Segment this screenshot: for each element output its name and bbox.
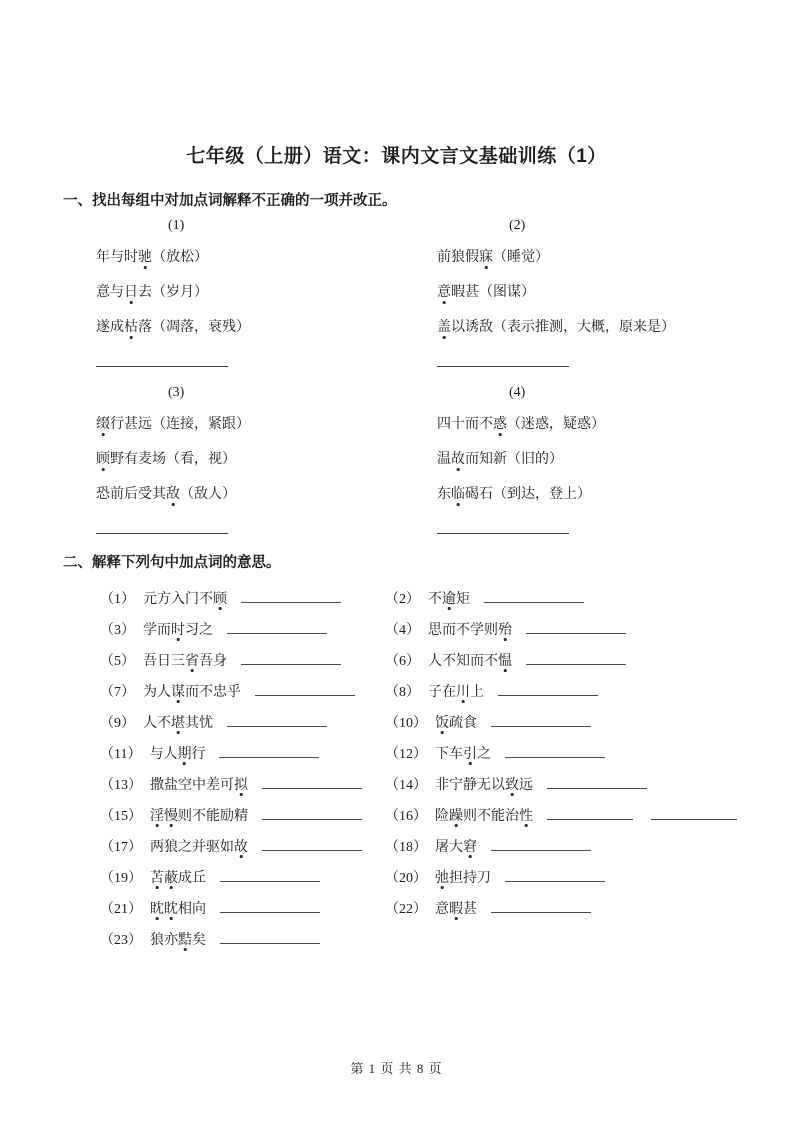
item-text: 吾日三省吾身: [143, 653, 227, 669]
answer-blank: [96, 352, 228, 367]
word-group-3: [96, 385, 437, 534]
group-line: 恐前后受其敌（敌人）: [96, 487, 236, 502]
page-number: 第 1 页 共 8 页: [350, 1061, 443, 1076]
exercise-item-21: [100, 898, 385, 918]
answer-blank: [96, 519, 228, 534]
item-number: （9）: [100, 715, 135, 731]
group-label: (3): [168, 385, 185, 400]
item-text: 屠大窘: [435, 839, 477, 855]
exercise-item-18: [385, 836, 760, 856]
answer-blank: [255, 681, 355, 695]
item-number: （14）: [385, 777, 427, 793]
answer-blank: [651, 805, 737, 819]
exercise-item-20: [385, 867, 760, 887]
item-text: 元方入门不顾: [143, 591, 227, 607]
item-text: 险躁则不能治性: [435, 808, 533, 824]
item-text: 为人谋而不忠乎: [143, 684, 241, 700]
item-number: （5）: [100, 653, 135, 669]
exercise-item-13: [100, 774, 385, 794]
exercise-item-11: [100, 743, 385, 763]
answer-blank: [220, 898, 320, 912]
answer-blank: [491, 898, 591, 912]
answer-blank: [526, 619, 626, 633]
item-number: （18）: [385, 839, 427, 855]
exercise-item-1: [100, 588, 385, 608]
answer-blank: [241, 588, 341, 602]
word-group-2: [437, 218, 756, 367]
item-number: （8）: [385, 684, 420, 700]
group-line: 盖以诱敌（表示推测，大概，原来是）: [437, 320, 675, 335]
item-text: 弛担持刀: [435, 870, 491, 886]
item-number: （13）: [100, 777, 142, 793]
item-number: （17）: [100, 839, 142, 855]
answer-blank: [505, 743, 605, 757]
exercise-item-12: [385, 743, 760, 763]
exercise-item-15: [100, 805, 385, 825]
page-title: 七年级（上册）语文：课内文言文基础训练（1）: [186, 146, 607, 167]
answer-blank: [491, 712, 591, 726]
exercise-item-3: [100, 619, 385, 639]
group-line: 缀行甚远（连接，紧跟）: [96, 417, 250, 432]
item-number: （19）: [100, 870, 142, 886]
answer-blank: [491, 836, 591, 850]
answer-blank: [547, 805, 633, 819]
exercise-item-9: [100, 712, 385, 732]
group-label: (2): [509, 218, 526, 233]
item-number: （22）: [385, 901, 427, 917]
section2-items: [100, 582, 760, 954]
answer-blank: [547, 774, 647, 788]
group-line: 东临碣石（到达，登上）: [437, 487, 591, 502]
item-text: 不逾矩: [428, 591, 470, 607]
exercise-item-16: [385, 805, 760, 825]
group-line: 意暇甚（图谋）: [437, 285, 535, 300]
exercise-item-6: [385, 650, 760, 670]
exercise-item-17: [100, 836, 385, 856]
answer-blank: [220, 929, 320, 943]
item-text: 狼亦黠矣: [150, 932, 206, 948]
exercise-item-23: [100, 929, 385, 949]
group-line: 温故而知新（旧的）: [437, 452, 563, 467]
item-text: 学而时习之: [143, 622, 213, 638]
answer-blank: [262, 774, 362, 788]
item-number: （15）: [100, 808, 142, 824]
exercise-item-2: [385, 588, 760, 608]
exercise-item-10: [385, 712, 760, 732]
group-line: 遂成枯落（凋落，衰残）: [96, 320, 250, 335]
item-text: 人不知而不愠: [428, 653, 512, 669]
item-number: （10）: [385, 715, 427, 731]
exercise-item-19: [100, 867, 385, 887]
item-text: 淫慢则不能励精: [150, 808, 248, 824]
answer-blank: [241, 650, 341, 664]
exercise-item-7: [100, 681, 385, 701]
answer-blank: [437, 519, 569, 534]
word-group-4: [437, 385, 756, 534]
group-line: 四十而不惑（迷惑，疑惑）: [437, 417, 605, 432]
item-text: 与人期行: [149, 746, 206, 762]
item-number: （1）: [100, 591, 135, 607]
exercise-item-22: [385, 898, 760, 918]
item-text: 子在川上: [428, 684, 484, 700]
item-number: （6）: [385, 653, 420, 669]
item-text: 眈眈相向: [150, 901, 206, 917]
section1-heading: 一、找出每组中对加点词解释不正确的一项并改正。: [63, 193, 397, 209]
item-text: 苫蔽成丘: [150, 870, 206, 886]
answer-blank: [227, 619, 327, 633]
exercise-item-4: [385, 619, 760, 639]
answer-blank: [498, 681, 598, 695]
item-number: （4）: [385, 622, 420, 638]
exercise-item-5: [100, 650, 385, 670]
item-text: 人不堪其忧: [143, 715, 213, 731]
item-number: （2）: [385, 591, 420, 607]
answer-blank: [262, 836, 362, 850]
item-number: （11）: [100, 746, 142, 762]
item-text: 意暇甚: [435, 901, 477, 917]
item-number: （12）: [385, 746, 427, 762]
group-label: (1): [168, 218, 185, 233]
item-text: 两狼之并驱如故: [150, 839, 248, 855]
item-number: （21）: [100, 901, 142, 917]
exercise-item-8: [385, 681, 760, 701]
section1-groups: [96, 218, 756, 534]
answer-blank: [484, 588, 584, 602]
item-text: 非宁静无以致远: [435, 777, 533, 793]
exercise-item-14: [385, 774, 760, 794]
item-number: （3）: [100, 622, 135, 638]
section2-heading: 二、解释下列句中加点词的意思。: [63, 555, 281, 571]
item-text: 下车引之: [435, 746, 491, 762]
answer-blank: [526, 650, 626, 664]
group-line: 前狼假寐（睡觉）: [437, 250, 549, 265]
answer-blank: [505, 867, 605, 881]
group-line: 顾野有麦场（看，视）: [96, 452, 236, 467]
answer-blank: [227, 712, 327, 726]
answer-blank: [219, 743, 319, 757]
answer-blank: [220, 867, 320, 881]
item-number: （20）: [385, 870, 427, 886]
answer-blank: [262, 805, 362, 819]
group-line: 年与时驰（放松）: [96, 250, 208, 265]
item-number: （7）: [100, 684, 135, 700]
item-number: （16）: [385, 808, 427, 824]
item-text: 思而不学则殆: [428, 622, 512, 638]
group-line: 意与日去（岁月）: [96, 285, 208, 300]
item-text: 饭疏食: [435, 715, 477, 731]
group-label: (4): [509, 385, 526, 400]
item-text: 撒盐空中差可拟: [150, 777, 248, 793]
item-number: （23）: [100, 932, 142, 948]
answer-blank: [437, 352, 569, 367]
word-group-1: [96, 218, 437, 367]
